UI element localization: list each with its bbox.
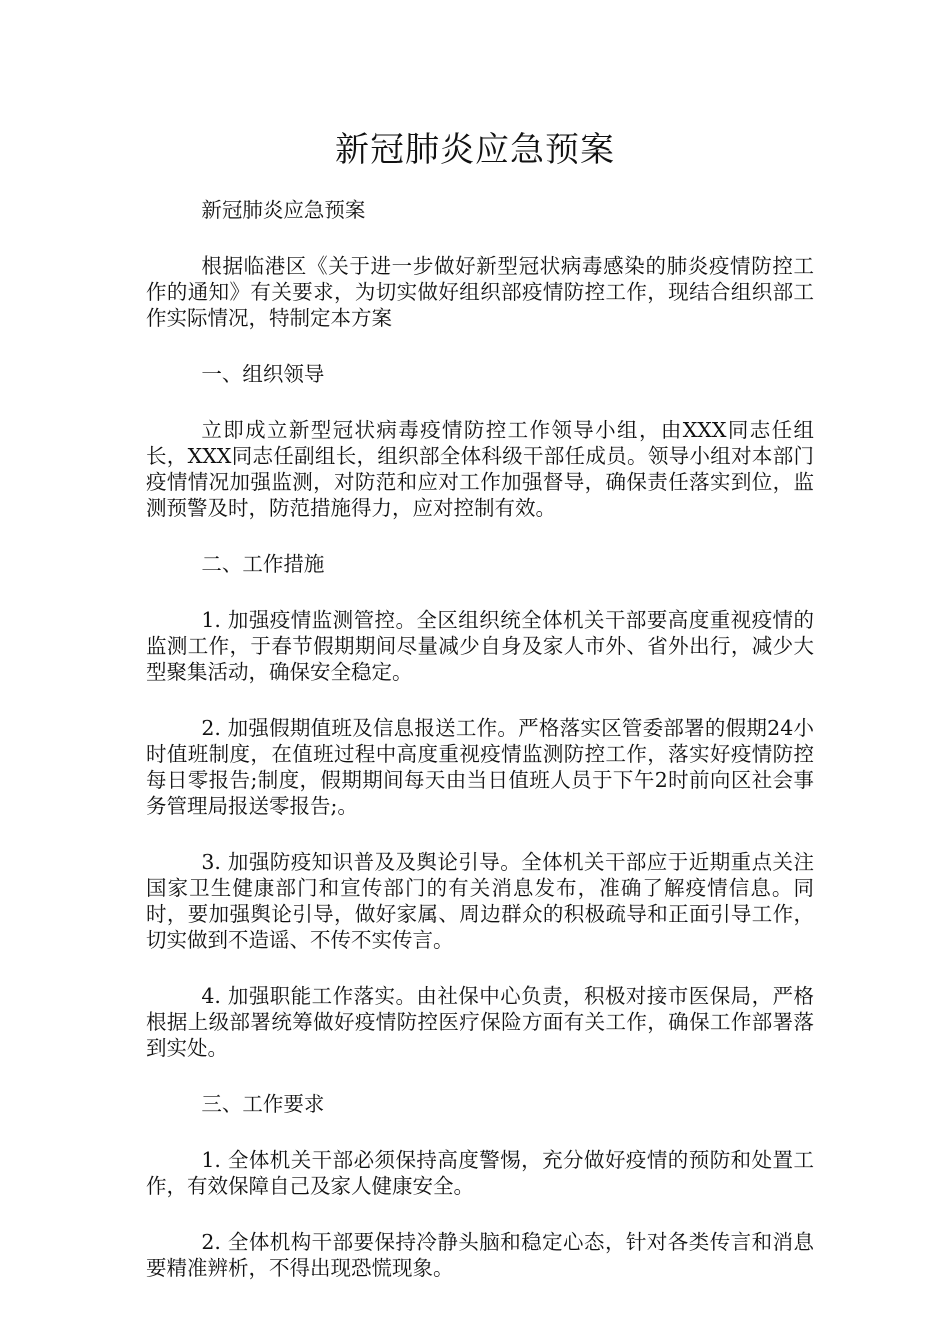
- section-heading-requirements: 三、工作要求: [201, 1092, 325, 1116]
- document-body: [146, 197, 814, 1311]
- measure-item: 3. 加强防疫知识普及及舆论引导。全体机关干部应于近期重点关注国家卫生健康部门和宣传部门的有关消息发布，准确了解疫情信息。同时，要加强舆论引导，做好家属、周边群众的积极疏导和正面引导工作，切实做到不造谣、不传不实传言。: [146, 850, 814, 952]
- document-subtitle: 新冠肺炎应急预案: [201, 198, 366, 222]
- section-heading-organization: 一、组织领导: [201, 362, 325, 386]
- requirement-item: 1. 全体机关干部必须保持高度警惕，充分做好疫情的预防和处置工作，有效保障自己及家人健康安全。: [146, 1148, 814, 1198]
- measure-item: 2. 加强假期值班及信息报送工作。严格落实区管委部署的假期24小时值班制度，在值班过程中高度重视疫情监测防控工作，落实好疫情防控每日零报告;制度，假期期间每天由当日值班人员于下午2时前向区社会事务管理局报送零报告;。: [146, 716, 814, 818]
- document-title: 新冠肺炎应急预案: [335, 130, 615, 170]
- measure-item: 4. 加强职能工作落实。由社保中心负责，积极对接市医保局，严格根据上级部署统筹做好疫情防控医疗保险方面有关工作，确保工作部署落到实处。: [146, 984, 814, 1060]
- requirement-item: 2. 全体机构干部要保持冷静头脑和稳定心态，针对各类传言和消息要精准辨析，不得出现恐慌现象。: [146, 1230, 814, 1280]
- measure-item: 1. 加强疫情监测管控。全区组织统全体机关干部要高度重视疫情的监测工作，于春节假期期间尽量减少自身及家人市外、省外出行，减少大型聚集活动，确保安全稳定。: [146, 608, 814, 684]
- section-heading-measures: 二、工作措施: [201, 552, 325, 576]
- intro-paragraph: 根据临港区《关于进一步做好新型冠状病毒感染的肺炎疫情防控工作的通知》有关要求，为切实做好组织部疫情防控工作，现结合组织部工作实际情况，特制定本方案: [146, 254, 814, 330]
- organization-paragraph: 立即成立新型冠状病毒疫情防控工作领导小组，由XXX同志任组长，XXX同志任副组长，组织部全体科级干部任成员。领导小组对本部门疫情情况加强监测，对防范和应对工作加强督导，确保责任落实到位，监测预警及时，防范措施得力，应对控制有效。: [146, 418, 814, 520]
